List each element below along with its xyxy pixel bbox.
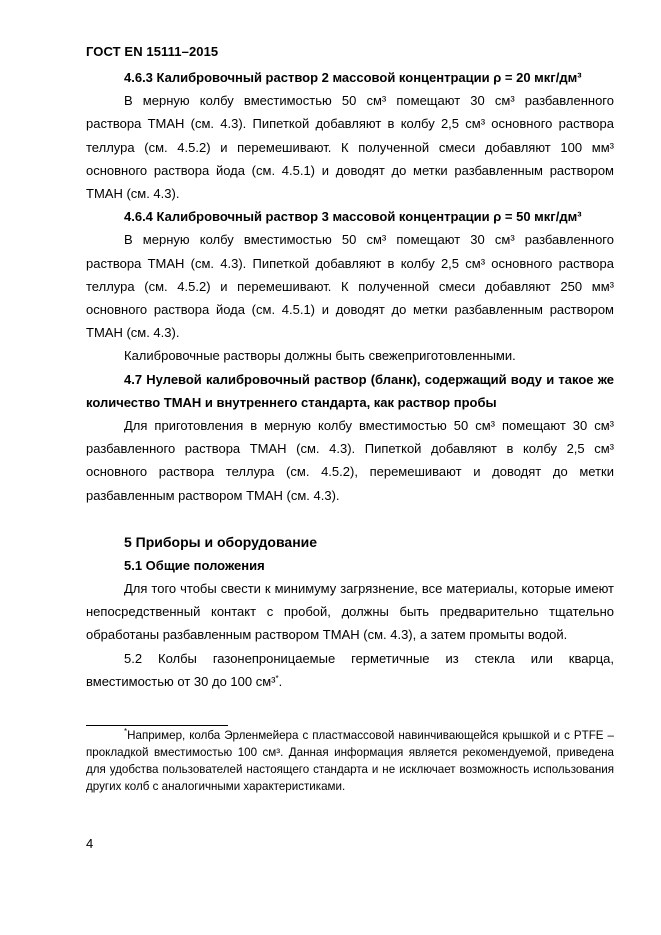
fresh-solutions-note: Калибровочные растворы должны быть свежеприготовленными. [124,348,516,364]
footnote-divider [86,725,228,726]
section-4-6-3-text: В мерную колбу вместимостью 50 см³ помещают 30 см³ разбавленного раствора ТМАН (см. 4.3). Пипеткой добавляют в колбу 2,5 см³ основного раствора теллура (см. 4.5.2) и перемешивают. К полученной смеси добавляют 100 мм³ основного раствора йода (см. 4.5.1) и доводят до метки разбавленным раствором ТМАН (см. 4.3). [86,93,614,202]
footnote [86,727,614,795]
footnote-text: Например, колба Эрленмейера с пластмассовой навинчивающейся крышкой и с PTFE – прокладкой вместимостью 100 см³. Данная информация является рекомендуемой, приведена для удобства пользователей настоящего стандарта и не исключает возможность использования других колб с аналогичными характеристиками. [86,729,614,793]
section-5-1-title: 5.1 Общие положения [124,557,265,573]
section-5-2-end: . [278,673,283,689]
section-5-1-text: Для того чтобы свести к минимуму загрязнение, все материалы, которые имеют непосредственный контакт с пробой, должны быть предварительно тщательно обработаны разбавленным раствором ТМАН (см. 4.3), а затем промыты водой. [86,581,614,643]
document-body [86,66,614,693]
section-5-2-text [86,647,614,693]
section-4-6-4-text: В мерную колбу вместимостью 50 см³ помещают 30 см³ разбавленного раствора ТМАН (см. 4.3). Пипеткой добавляют в колбу 2,5 см³ основного раствора теллура (см. 4.5.2) и перемешивают. К полученной смеси добавляют 250 мм³ основного раствора йода (см. 4.5.1) и доводят до метки разбавленным раствором ТМАН (см. 4.3). [86,232,614,341]
section-4-7-title: 4.7 Нулевой калибровочный раствор (бланк), содержащий воду и такое же количество ТМАН и внутреннего стандарта, как раствор пробы [86,371,614,410]
footnote-mark: * [124,727,128,736]
standard-header: ГОСТ EN 15111–2015 [86,44,219,59]
section-5-2-body: 5.2 Колбы газонепроницаемые герметичные из стекла или кварца, вместимостью от 30 до 100 см³ [86,650,614,689]
section-4-7-text: Для приготовления в мерную колбу вместимостью 50 см³ помещают 30 см³ разбавленного раствора ТМАН (см. 4.3). Пипеткой добавляют в колбу 2,5 см³ основного раствора теллура (см. 4.5.2), перемешивают и доводят до метки разбавленным раствором ТМАН (см. 4.3). [86,418,614,503]
page-number: 4 [86,836,94,851]
section-5-title: 5 Приборы и оборудование [124,533,318,550]
footnote-reference[interactable]: * [275,673,279,683]
section-4-6-4-title: 4.6.4 Калибровочный раствор 3 массовой концентрации ρ = 50 мкг/дм³ [124,209,582,225]
section-4-6-3-title: 4.6.3 Калибровочный раствор 2 массовой концентрации ρ = 20 мкг/дм³ [124,70,582,85]
